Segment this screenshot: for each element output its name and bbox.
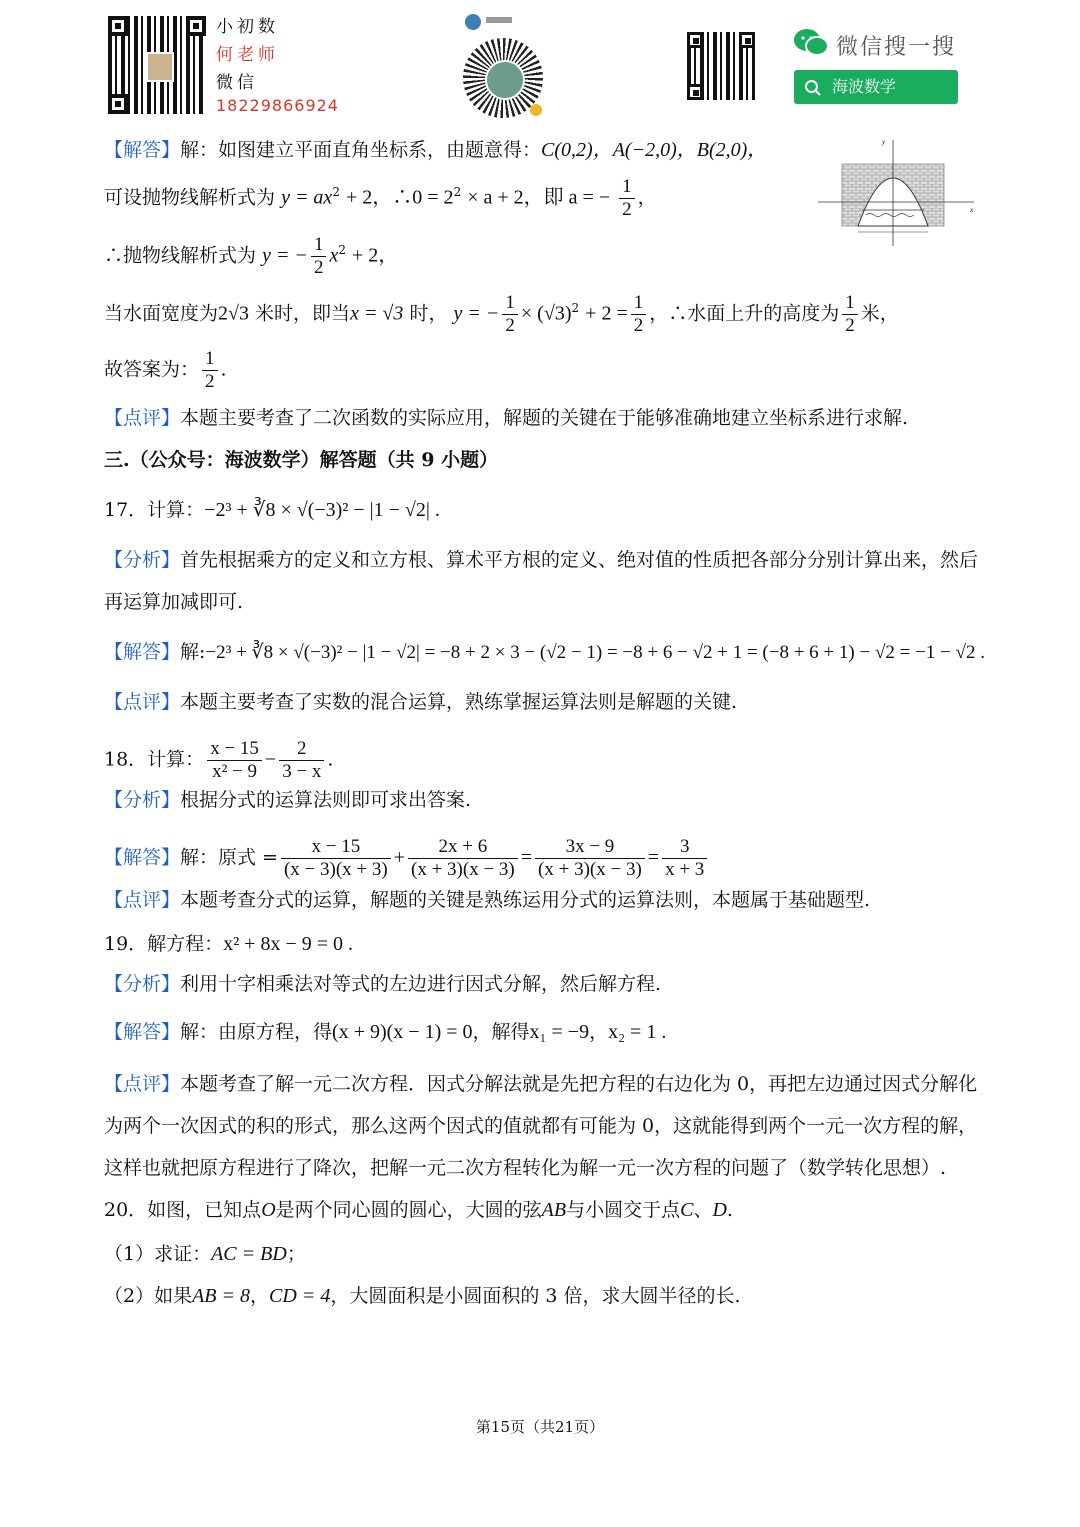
q18-stem: 18．计算： $\frac{x - 15}{\text{x² − 9}}$ − $\frac{2}{3 - x}$ . (104, 738, 334, 782)
qr-finder (687, 32, 703, 48)
q16-solution-line-1: 【解答】解：如图建立平面直角坐标系，由题意得：C(0,2)，A(−2,0)，B(2,0)， (104, 139, 768, 161)
solution-tag: 【解答】 (104, 641, 181, 663)
mini-program-name (486, 17, 512, 23)
q17-expression: −2³ + ∛8 × √(−3)² − |1 − √2| . (204, 499, 440, 521)
comment-tag: 【点评】 (104, 407, 181, 429)
fraction: $\frac{2x + 6}{(x + 3)(x - 3)}$ (408, 836, 518, 881)
handwritten-line-3: 微信 (216, 73, 258, 93)
q16-solution-line-4: 当水面宽度为2√3 米时，即当x = √3 时， y = − $\frac{1}{2}$ × $(√3)^2 + 2$ = $\frac{1}{2}$ ，∴水面上升的高度为 $\frac{1}{2}$ 米， (104, 292, 899, 336)
q17-stem: 17．计算：−2³ + ∛8 × √(−3)² − |1 − √2| . (104, 499, 440, 521)
q19-comment-3: 这样也就把原方程进行了降次，把解一元二次方程转化为解一元一次方程的问题了（数学转化思想）. (104, 1157, 947, 1179)
search-button-label: 海波数学 (832, 77, 897, 96)
handwritten-line-1: 小初数 (216, 17, 279, 37)
analysis-tag: 【分析】 (104, 549, 181, 571)
mini-program-center-icon (485, 60, 525, 100)
fraction: $\frac{x - 15}{(x - 3)(x + 3)}$ (281, 836, 391, 881)
mini-program-logo-icon (465, 14, 481, 30)
comment-tag: 【点评】 (104, 691, 181, 713)
comment-tag: 【点评】 (104, 1073, 181, 1095)
fraction: $\frac{1}{2}$ (202, 348, 218, 393)
mini-program-badge-icon (530, 104, 542, 116)
avatar (146, 52, 174, 82)
comment-tag: 【点评】 (104, 889, 181, 911)
points: C(0,2)，A(−2,0)，B(2,0)， (541, 139, 768, 161)
q16-comment: 【点评】本题主要考查了二次函数的实际应用，解题的关键在于能够准确地建立坐标系进行求解. (104, 407, 909, 429)
qr-finder (108, 16, 128, 36)
q17-comment: 【点评】本题主要考查了实数的混合运算，熟练掌握运算法则是解题的关键. (104, 691, 738, 713)
q17-analysis-2: 再运算加减即可. (104, 591, 244, 613)
handwritten-line-2: 何老师 (216, 45, 279, 65)
fraction: $\frac{3x - 9}{(x + 3)(x - 3)}$ (535, 836, 645, 881)
qr-finder (687, 84, 703, 100)
q18-solution: 【解答】解：原式 = $\frac{x - 15}{(x - 3)(x + 3)}$ + $\frac{2x + 6}{(x + 3)(x - 3)}$ = $\frac{3x - 9}{(x + 3)(x - 3)}$ = $\frac{3}{x + 3}$ (104, 836, 710, 881)
q19-stem: 19．解方程：x² + 8x − 9 = 0 . (104, 933, 354, 955)
q19-comment-1: 【点评】本题考查了解一元二次方程．因式分解法就是先把方程的右边化为 0，再把左边通过因式分解化 (104, 1073, 978, 1095)
q17-solution-expression: −2³ + ∛8 × √(−3)² − |1 − √2| = −8 + 2 × 3 − (√2 − 1) = −8 + 6 − √2 + 1 = (−8 + 6 + 1) − √2 = −1 − √2 . (205, 642, 985, 663)
svg-text:y: y (882, 138, 886, 146)
search-icon (804, 79, 822, 97)
solution-tag: 【解答】 (104, 846, 181, 869)
fraction: $\frac{x - 15}{\text{x² − 9}}$ (207, 738, 262, 783)
fraction: $\frac{1}{2}$ (311, 234, 327, 279)
fraction: $\frac{2}{3 - x}$ (279, 738, 324, 783)
q19-solution: 【解答】解：由原方程，得(x + 9)(x − 1) = 0，解得x₁ = −9，x₂ = 1 . (104, 1021, 667, 1043)
q16-answer-line: 故答案为： $\frac{1}{2}$ . (104, 348, 227, 392)
solution-tag: 【解答】 (104, 139, 181, 161)
q18-analysis: 【分析】根据分式的运算法则即可求出答案. (104, 789, 472, 811)
analysis-tag: 【分析】 (104, 973, 181, 995)
q16-solution-line-3: ∴抛物线解析式为 y = − $\frac{1}{2}$ $x^2 + 2$， (104, 234, 399, 278)
wechat-icon (793, 28, 829, 58)
fraction: $\frac{1}{2}$ (631, 292, 647, 337)
q17-analysis-1: 【分析】首先根据乘方的定义和立方根、算术平方根的定义、绝对值的性质把各部分分别计算出来，然后 (104, 549, 979, 571)
q17-solution: 【解答】解:−2³ + ∛8 × √(−3)² − |1 − √2| = −8 + 2 × 3 − (√2 − 1) = −8 + 6 − √2 + 1 = (−8 + 6 + 1) − √2 = −1 − √2 . (104, 641, 985, 663)
qr-finder (739, 32, 755, 48)
section-heading: 三.（公众号：海波数学）解答题（共 9 小题） (104, 449, 499, 471)
analysis-tag: 【分析】 (104, 789, 181, 811)
solution-tag: 【解答】 (104, 1021, 181, 1043)
q20-part-1: （1）求证：AC = BD； (104, 1243, 306, 1265)
q18-comment: 【点评】本题考查分式的运算，解题的关键是熟练运用分式的运算法则，本题属于基础题型. (104, 889, 871, 911)
parabola-bridge-figure (818, 136, 978, 248)
qr-finder (108, 94, 128, 114)
search-button[interactable] (794, 70, 958, 104)
q20-stem: 20．如图，已知点O是两个同心圆的圆心，大圆的弦AB与小圆交于点C、D. (104, 1199, 733, 1221)
fraction: $\frac{3}{x + 3}$ (662, 836, 707, 881)
q20-part-2: （2）如果AB = 8，CD = 4，大圆面积是小圆面积的 3 倍，求大圆半径的长. (104, 1285, 741, 1307)
handwritten-phone: 18229866924 (216, 96, 339, 115)
svg-text:x: x (970, 206, 974, 214)
fraction: $\frac{1}{2}$ (619, 176, 635, 221)
fraction: $\frac{1}{2}$ (842, 292, 858, 337)
qr-finder (186, 16, 206, 36)
fraction: $\frac{1}{2}$ (502, 292, 518, 337)
wechat-search-label: 微信搜一搜 (836, 35, 957, 60)
q16-solution-line-2: 可设抛物线解析式为 $y = ax^2 + 2$，∴0 = $2^2 \times a + 2$，即 a = − $\frac{1}{2}$ ， (104, 176, 657, 220)
page-number: 第15页（共21页） (475, 1418, 605, 1436)
q19-comment-2: 为两个一次因式的积的形式，那么这两个因式的值就都有可能为 0，这就能得到两个一元一次方程的解， (104, 1115, 978, 1137)
q19-analysis: 【分析】利用十字相乘法对等式的左边进行因式分解，然后解方程. (104, 973, 662, 995)
